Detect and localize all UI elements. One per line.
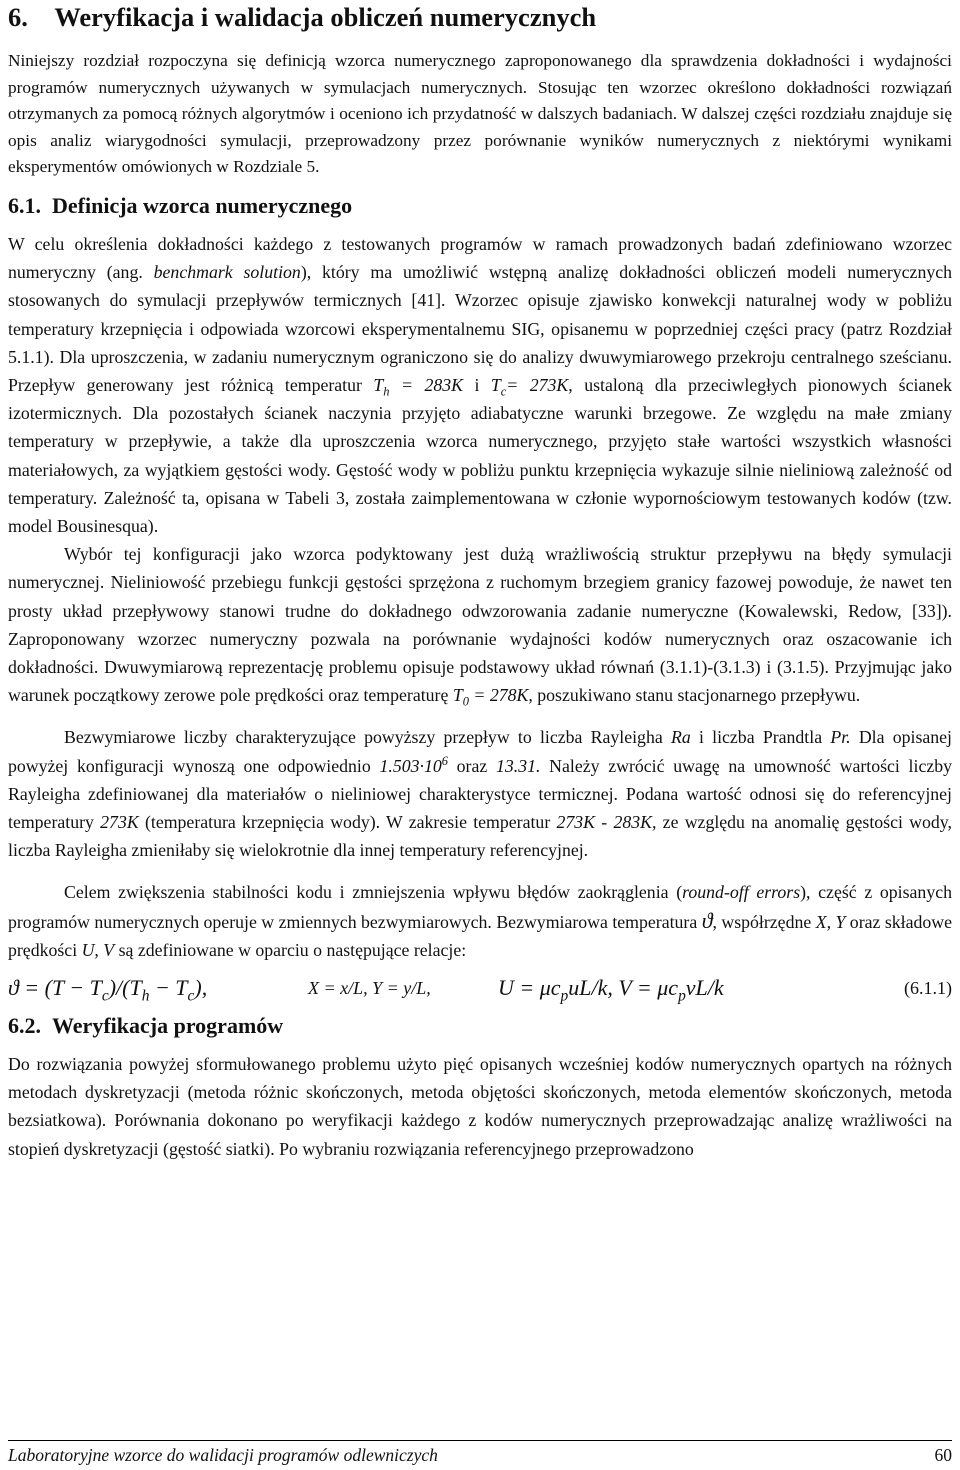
reference-temp: 273K xyxy=(100,812,139,833)
equation-6-1-1 xyxy=(8,968,952,1008)
section-6-1-paragraph-1: W celu określenia dokładności każdego z testowanych programów w ramach prowadzonych badań zdefiniowano wzorzec numeryczny (ang. benchmark solution), który ma umożliwić wstępną analizę dokładności obliczeń modeli numerycznych stosowanych do symulacji przepływów termicznych [41]. Wzorzec opisuje zjawisko konwekcji naturalnej wody w pobliżu temperatury krzepnięcia i odpowiada wzorcowi eksperymentalnemu SIG, opisanemu w poprzedniej części pracy (patrz Rozdział 5.1.1). Dla uproszczenia, w zadaniu numerycznym ograniczono się do analizy dwuwymiarowego przekroju centralnego sześcianu. Przepływ generowany jest różnicą temperatur $T_h = 283K$ i $T_c= 273K$, ustaloną dla przeciwległych pionowych ścianek izotermicznych. Dla pozostałych ścianek naczynia przyjęto adiabatyczne warunki brzegowe. Ze względu na małe zmiany temperatury w przepływie, a także dla uproszczenia wzorca numerycznego, przyjęto stałe wartości wszystkich własności materiałowych, za wyjątkiem gęstości wody. Gęstość wody w pobliżu punktu krzepnięcia wykazuje silnie nieliniową zależność od temperatury. Zależność ta, opisana w Tabeli 3, została zaimplementowana w członie wypornościowym testowanych kodów (tzw. model Bousinesqua). xyxy=(8,233,953,536)
temp-initial: $T_0 = 278K$, xyxy=(452,685,533,709)
page xyxy=(8,0,952,1163)
footer-title: Laboratoryjne wzorce do walidacji programów odlewniczych xyxy=(8,1445,438,1465)
temp-range: 273K - 283K, xyxy=(556,812,657,833)
equation-theta-definition: $ϑ = (T - T_c)/(T_h - T_c)$, xyxy=(8,975,208,1005)
equation-coordinates: X = x/L, Y = y/L, xyxy=(308,978,431,999)
temp-hot: $T_h = 283K$ xyxy=(373,374,463,399)
section-6-1-paragraph-4: Celem zwiększenia stabilności kodu i zmniejszenia wpływu błędów zaokrąglenia (round-off errors), część z opisanych programów numerycznych operuje w zmiennych bezwymiarowych. Bezwymiarowa temperatura ϑ, współrzędne X, Y oraz składowe prędkości U, V są zdefiniowane w oparciu o następujące relacje: xyxy=(8,882,953,960)
theta-symbol: ϑ xyxy=(701,907,713,933)
equation-velocities: $U = \mu c_puL/k$, $V = \mu c_pvL/k$ xyxy=(498,975,724,1005)
roundoff-term: round-off errors xyxy=(682,882,801,903)
footer-rule xyxy=(8,1440,952,1441)
velocity-symbols: U, V xyxy=(81,939,115,960)
rayleigh-value: $1.503\cdot 10^6$ xyxy=(379,753,448,776)
equation-number: (6.1.1) xyxy=(904,978,952,999)
section-6-2-paragraph-1: Do rozwiązania powyżej sformułowanego problemu użyto pięć opisanych wcześniej kodów numerycznych opartych na różnych metodach dyskretyzacji (metoda różnic skończonych, metoda objętości skończonych, metoda elementów skończonych, metoda bezsiatkowa). Porównania dokonano po weryfikacji każdego z kodów numerycznych przeprowadzając analizę wrażliwości na stopień dyskretyzacji (gęstość siatki). Po wybraniu rozwiązania referencyjnego przeprowadzono xyxy=(8,1054,952,1159)
page-footer xyxy=(8,1443,952,1467)
section-6-1-paragraph-2: Wybór tej konfiguracji jako wzorca podyktowany jest dużą wrażliwością struktur przepływu na błędy symulacji numerycznej. Nieliniowość przebiegu funkcji gęstości sprzężona z ruchomym brzegiem granicy fazowej powoduje, że nawet ten prosty układ przepływowy stanowi trudne do dokładnego odwzorowania zadanie numeryczne (Kowalewski, Redow, [33]). Zaproponowany wzorzec numeryczny pozwala na porównanie wydajności kodów numerycznych oraz oszacowanie ich dokładności. Dwuwymiarową reprezentację problemu opisuje podstawowy układ równań (3.1.1)-(3.1.3) i (3.1.5). Przyjmując jako warunek początkowy zerowe pole prędkości oraz temperaturę $T_0 = 278K$, poszukiwano stanu stacjonarnego przepływu. xyxy=(8,544,952,709)
prandtl-value: 13.31. xyxy=(495,755,541,776)
rayleigh-symbol: Ra xyxy=(670,727,691,748)
chapter-title: 6. Weryfikacja i walidacja obliczeń numerycznych xyxy=(8,2,597,32)
section-6-2-title: 6.2. Weryfikacja programów xyxy=(8,1013,284,1039)
section-6-1-title: 6.1. Definicja wzorca numerycznego xyxy=(8,192,353,218)
intro-paragraph: Niniejszy rozdział rozpoczyna się definicją wzorca numerycznego zaproponowanego dla sprawdzenia dokładności i wydajności programów numerycznych używanych w symulacjach numerycznych. Stosując ten wzorzec określono dokładności rozwiązań otrzymanych za pomocą różnych algorytmów i oceniono ich przydatność w dalszych badaniach. W dalszej części rozdziału znajduje się opis analiz wiarygodności symulacji, przeprowadzony przez porównanie wyników numerycznych z niektórymi wynikami eksperymentów omówionych w Rozdziale 5. xyxy=(8,51,952,177)
coordinates-symbols: X, Y xyxy=(815,911,846,932)
temp-cold: $T_c= 273K$, xyxy=(490,374,573,399)
benchmark-term: benchmark solution xyxy=(153,262,301,283)
section-6-1-paragraph-3: Bezwymiarowe liczby charakteryzujące powyższy przepływ to liczba Rayleigha Ra i liczba Prandtla Pr. Dla opisanej powyżej konfiguracji wynoszą one odpowiednio $1.503\cdot 10^6$ oraz 13.31. Należy zwrócić uwagę na umowność wartości liczby Rayleigha zdefiniowanej dla materiałów o nieliniowej charakterystyce termicznej. Podana wartość odnosi się do referencyjnej temperatury 273K (temperatura krzepnięcia wody). W zakresie temperatur 273K - 283K, ze względu na anomalię gęstości wody, liczba Rayleigha zmieniłaby się wielokrotnie dla innej temperatury referencyjnej. xyxy=(8,727,953,861)
page-number: 60 xyxy=(934,1445,952,1465)
prandtl-symbol: Pr. xyxy=(830,727,851,748)
